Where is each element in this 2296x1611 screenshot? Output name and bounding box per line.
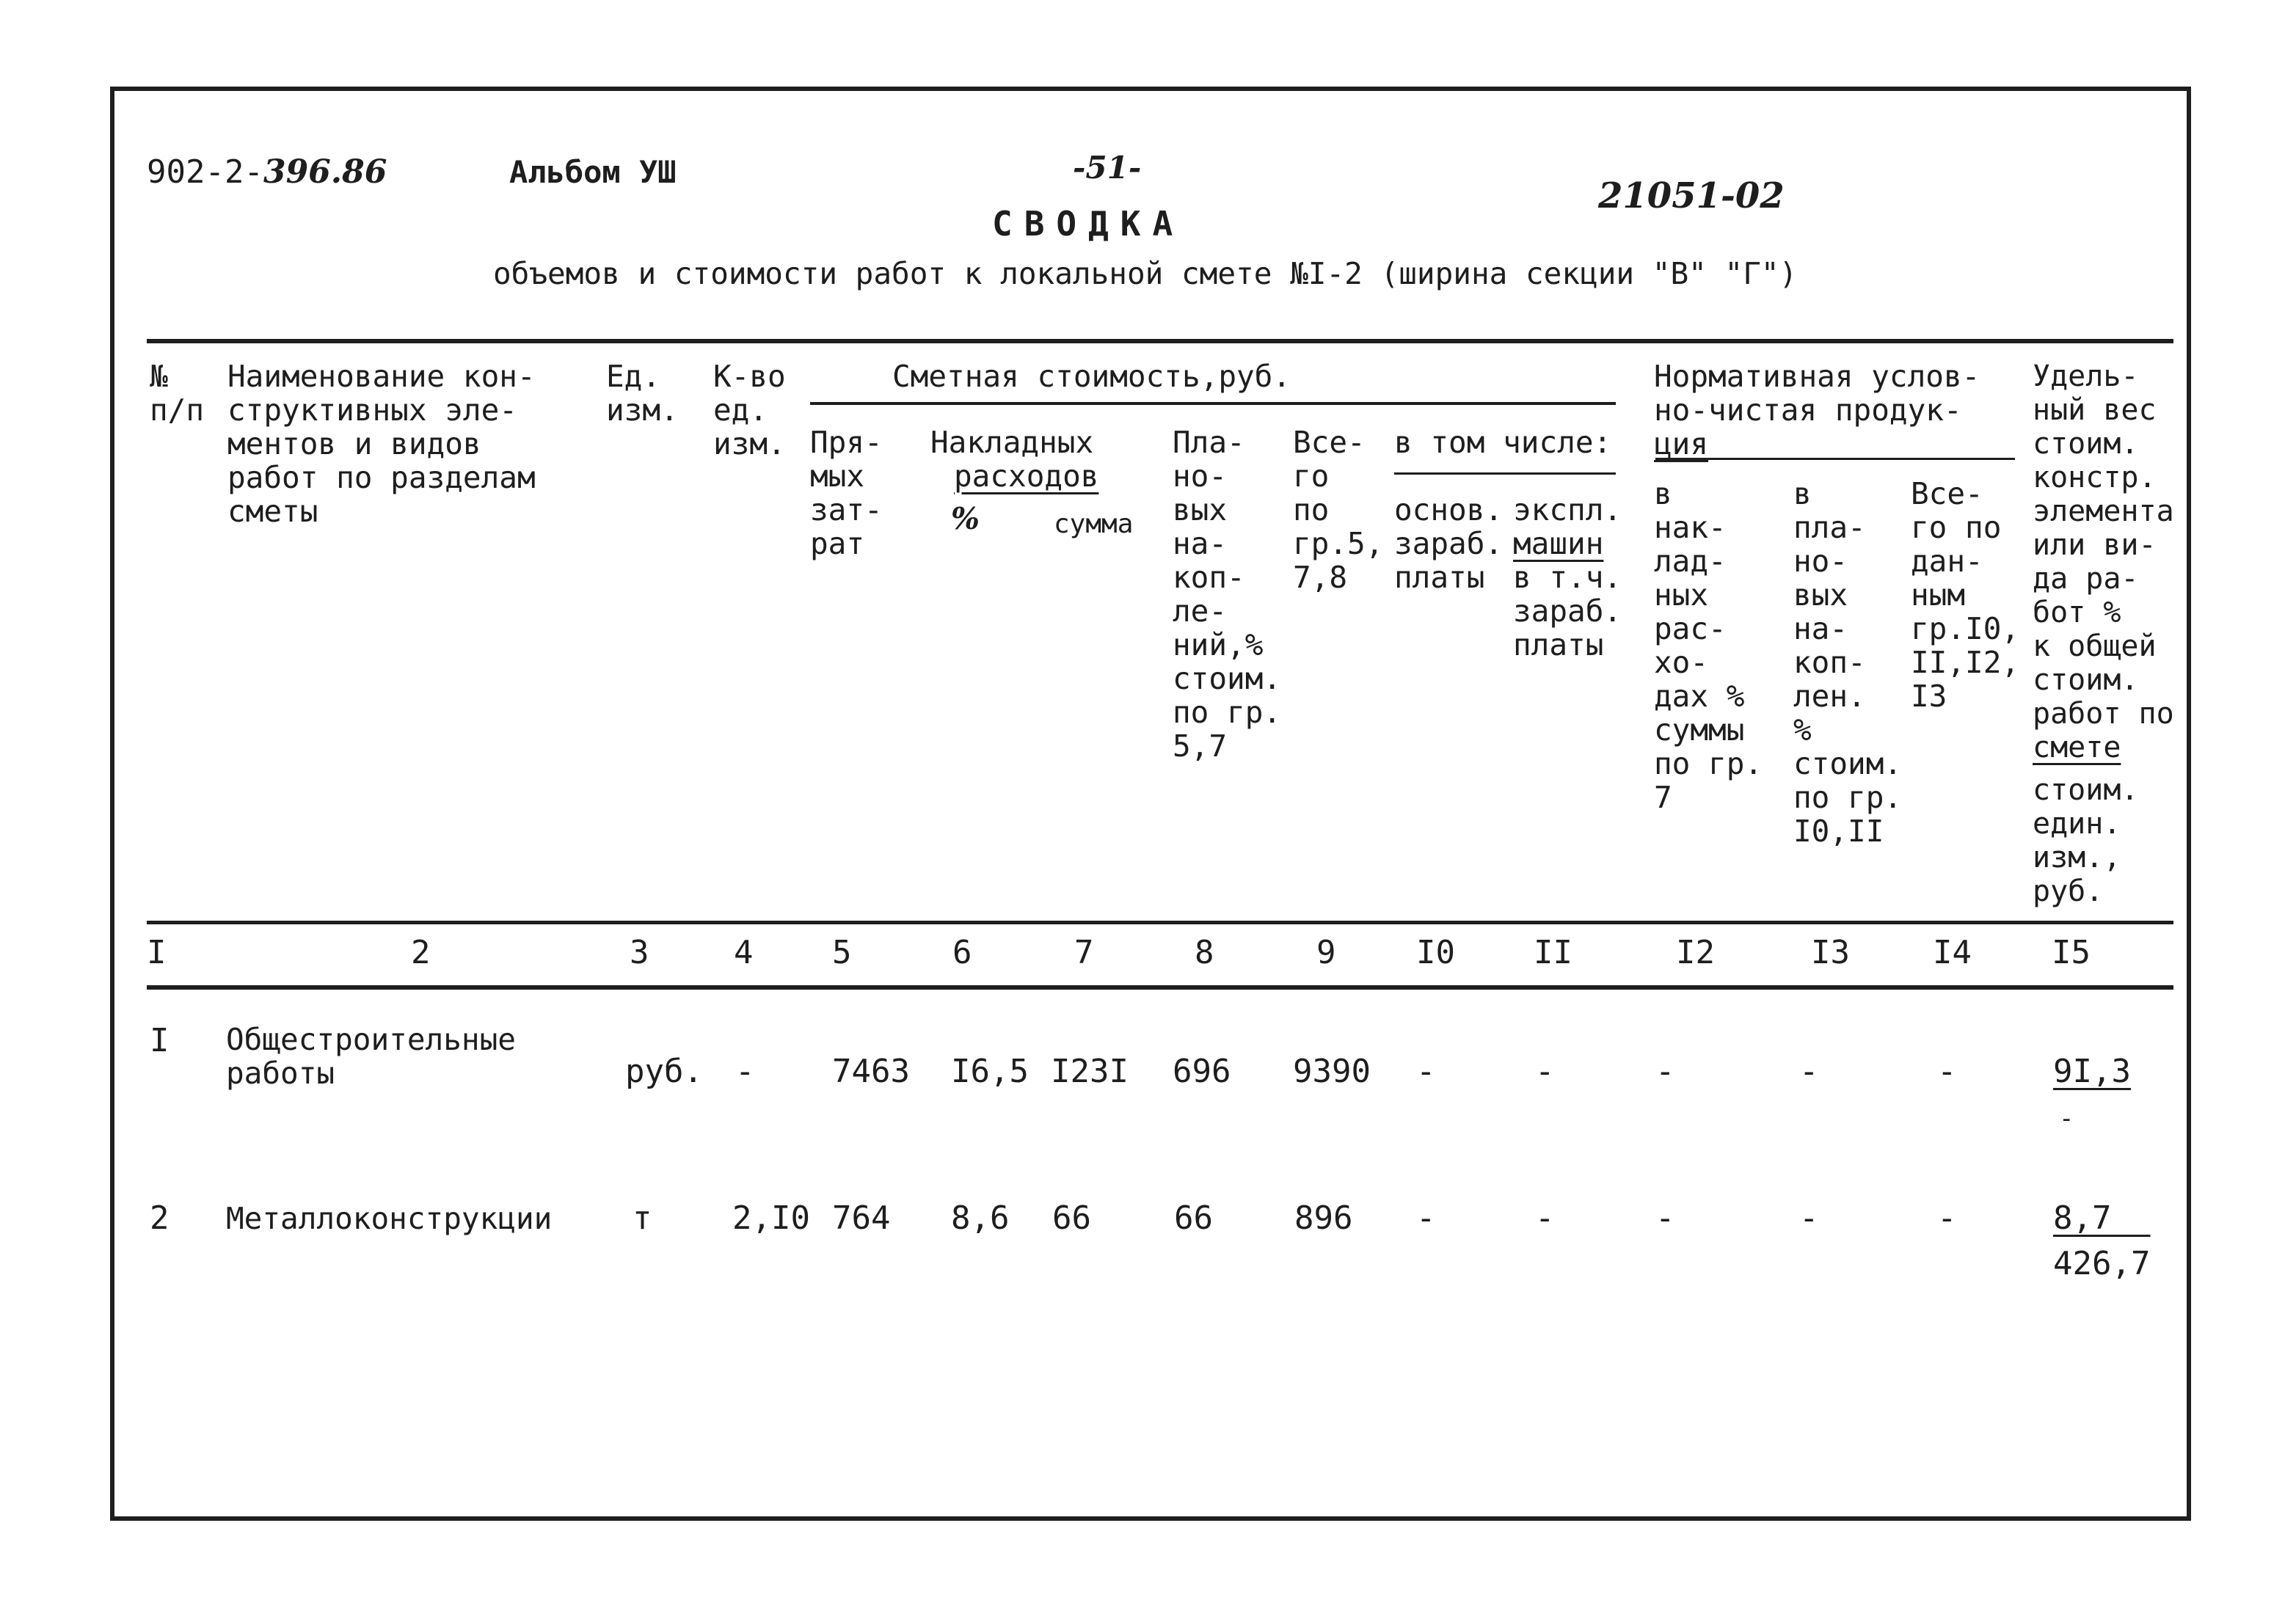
document-title: СВОДКА <box>992 204 1185 244</box>
colnum-3: 3 <box>630 934 649 971</box>
stamp-number: 21051-02 <box>1598 175 1785 216</box>
col-header-10: основ. зараб. платы <box>1394 492 1504 595</box>
doc-code: 902-2-396.86 <box>147 153 387 191</box>
row-qty: 2,I0 <box>732 1199 810 1237</box>
row-num: I <box>150 1022 170 1059</box>
row-n14: - <box>1937 1053 1957 1090</box>
norm-group-header: Нормативная услов- но-чистая продук- ция <box>1654 359 1980 461</box>
header-bottom-rule <box>147 921 2173 924</box>
col-header-1: № п/п <box>150 359 205 428</box>
row-machines: - <box>1535 1053 1555 1090</box>
page-number: -51- <box>1073 150 1142 186</box>
cost-group-rule <box>810 402 1616 405</box>
row-unit: руб. <box>625 1053 703 1090</box>
row-overhead-sum: I23I <box>1051 1053 1129 1090</box>
row-wages: - <box>1416 1199 1436 1237</box>
incl-group-rule <box>1394 472 1616 475</box>
row-overhead-sum: 66 <box>1052 1199 1091 1237</box>
col-header-12: в нак- лад- ных рас- хо- дах % суммы по гр. 7 <box>1654 476 1763 815</box>
row-machines: - <box>1535 1199 1555 1237</box>
row-unit-cost: - <box>2059 1104 2074 1133</box>
colnum-1: I <box>147 934 167 971</box>
colnum-11: II <box>1534 934 1572 971</box>
col-header-8: Пла- но- вых на- коп- ле- ний,% стоим. по гр. 5,7 <box>1173 425 1282 764</box>
colnum-5: 5 <box>832 934 852 971</box>
col-header-14: Все- го по дан- ным гр.I0, II,I2, I3 <box>1911 476 2020 714</box>
colnum-10: I0 <box>1416 934 1455 971</box>
col-header-13: в пла- но- вых на- коп- лен. % стоим. по гр. I0,II <box>1793 476 1903 849</box>
row-total: 9390 <box>1293 1053 1371 1090</box>
col-header-2: Наименование кон- структивных эле- ментов и видов работ по разделам сметы <box>227 359 536 529</box>
colnum-2: 2 <box>411 934 431 971</box>
cost-group-header: Сметная стоимость,руб. <box>892 359 1291 394</box>
col-header-5: Пря- мых зат- рат <box>810 425 883 561</box>
colnum-8: 8 <box>1195 934 1214 971</box>
colnum-bottom-rule <box>147 985 2173 990</box>
row-name: Металлоконструкции <box>226 1201 553 1236</box>
incl-group-header: в том числе: <box>1394 425 1612 460</box>
row-n13: - <box>1799 1199 1819 1237</box>
row-planned: 66 <box>1174 1199 1213 1237</box>
row-share: 9I,3 <box>2053 1053 2131 1090</box>
row-n12: - <box>1655 1199 1675 1237</box>
col-header-11: экспл. машин в т.ч. зараб. платы <box>1513 492 1622 662</box>
colnum-15: I5 <box>2052 934 2091 971</box>
col-header-15: Удель- ный вес стоим. констр. элемента или ви- да ра- бот % к общей стоим. работ по смете стоим. един. изм., руб. <box>2033 359 2174 908</box>
album-label: Альбом УШ <box>509 154 677 190</box>
col-header-7: сумма <box>1054 509 1134 539</box>
row-name: Общестроительные работы <box>226 1022 516 1091</box>
table-top-rule <box>147 339 2173 343</box>
col-header-3: Ед. изм. <box>606 359 679 428</box>
doc-code-handwritten: 396.86 <box>263 153 387 191</box>
row-overhead-pct: I6,5 <box>951 1053 1029 1090</box>
row-num: 2 <box>150 1199 170 1237</box>
row-share: 8,7 <box>2053 1199 2112 1237</box>
document-subtitle: объемов и стоимости работ к локальной смете №I-2 (ширина секции "В" "Г") <box>493 256 1798 291</box>
row-qty: - <box>735 1053 755 1090</box>
row-unit-cost: 426,7 <box>2053 1245 2151 1282</box>
row-wages: - <box>1416 1053 1436 1090</box>
row-direct: 7463 <box>832 1053 910 1090</box>
colnum-14: I4 <box>1933 934 1972 971</box>
colnum-9: 9 <box>1316 934 1336 971</box>
col-header-4: К-во ед. изм. <box>713 359 786 461</box>
row-overhead-pct: 8,6 <box>951 1199 1010 1237</box>
col-header-6: % <box>951 501 980 536</box>
row-n13: - <box>1799 1053 1819 1090</box>
row-n14: - <box>1937 1199 1957 1237</box>
row-n12: - <box>1655 1053 1675 1090</box>
row-planned: 696 <box>1173 1053 1231 1090</box>
row-direct: 764 <box>832 1199 891 1237</box>
col-header-9: Все- го по гр.5, 7,8 <box>1293 425 1384 595</box>
colnum-7: 7 <box>1074 934 1094 971</box>
row-unit: т <box>633 1199 652 1237</box>
overhead-group-header: Накладных расходов <box>930 425 1099 494</box>
colnum-6: 6 <box>952 934 972 971</box>
colnum-12: I2 <box>1676 934 1715 971</box>
colnum-13: I3 <box>1811 934 1850 971</box>
colnum-4: 4 <box>734 934 754 971</box>
row-total: 896 <box>1294 1199 1353 1237</box>
